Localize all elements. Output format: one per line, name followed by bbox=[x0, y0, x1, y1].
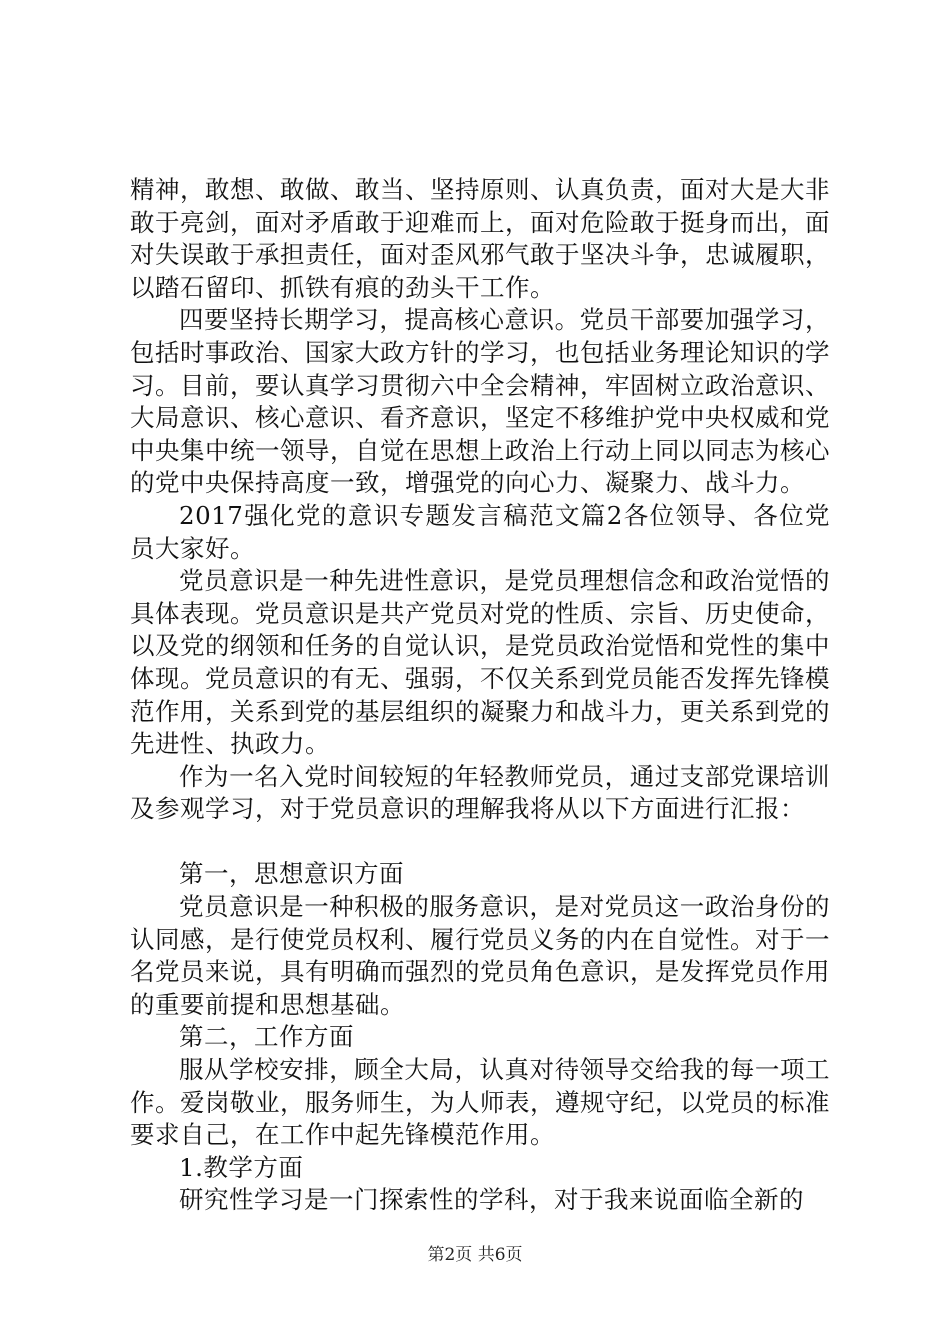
paragraph-article-title: 2017强化党的意识专题发言稿范文篇2各位领导、各位党员大家好。 bbox=[130, 500, 830, 563]
paragraph-teaching: 研究性学习是一门探索性的学科，对于我来说面临全新的 bbox=[179, 1185, 804, 1215]
paragraph-core-awareness: 四要坚持长期学习，提高核心意识。党员干部要加强学习，包括时事政治、国家大政方针的学习，也包括业务理论知识的学习。目前，要认真学习贯彻六中全会精神，牢固树立政治意识、大局意识、核心意识、看齐意识，坚定不移维护党中央权威和党中央集中统一领导，自觉在思想上政治上行动上同以同志为核心的党中央保持高度一致，增强党的向心力、凝聚力、战斗力。 bbox=[130, 305, 830, 498]
paragraph-member-awareness: 党员意识是一种先进性意识，是党员理想信念和政治觉悟的具体表现。党员意识是共产党员对党的性质、宗旨、历史使命，以及党的纲领和任务的自觉认识，是党员政治觉悟和党性的集中体现。党员意识的有无、强弱，不仅关系到党员能否发挥先锋模范作用，关系到党的基层组织的凝聚力和战斗力，更关系到党的先进性、执政力。 bbox=[130, 566, 830, 759]
section-heading-teaching: 1.教学方面 bbox=[179, 1152, 304, 1182]
section-heading-work: 第二，工作方面 bbox=[179, 1022, 354, 1052]
paragraph-continuation: 精神，敢想、敢做、敢当、坚持原则、认真负责，面对大是大非敢于亮剑，面对矛盾敢于迎难而上，面对危险敢于挺身而出，面对失误敢于承担责任，面对歪风邪气敢于坚决斗争，忠诚履职，以踏石留印、抓铁有痕的劲头干工作。 bbox=[130, 175, 830, 302]
paragraph-work: 服从学校安排，顾全大局，认真对待领导交给我的每一项工作。爱岗敬业，服务师生，为人师表，遵规守纪，以党员的标准要求自己，在工作中起先锋模范作用。 bbox=[130, 1055, 830, 1150]
paragraph-introduction: 作为一名入党时间较短的年轻教师党员，通过支部党课培训及参观学习，对于党员意识的理解我将从以下方面进行汇报： bbox=[130, 761, 830, 824]
paragraph-spacer bbox=[130, 826, 830, 859]
page-footer: 第2页 共6页 bbox=[427, 1245, 523, 1265]
section-heading-ideology: 第一，思想意识方面 bbox=[179, 859, 404, 889]
paragraph-ideology: 党员意识是一种积极的服务意识，是对党员这一政治身份的认同感，是行使党员权利、履行党员义务的内在自觉性。对于一名党员来说，具有明确而强烈的党员角色意识，是发挥党员作用的重要前提和思想基础。 bbox=[130, 892, 830, 1019]
document-body bbox=[130, 174, 830, 1217]
